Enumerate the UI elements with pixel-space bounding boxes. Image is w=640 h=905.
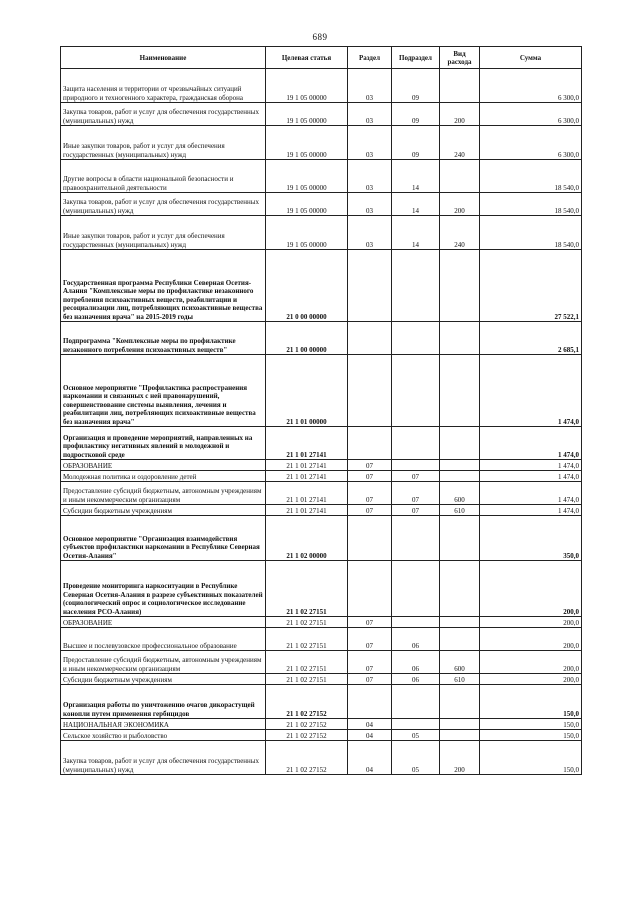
cell-subsection xyxy=(392,516,440,561)
cell-amount: 1 474,0 xyxy=(480,460,582,471)
cell-name: ОБРАЗОВАНИЕ xyxy=(61,617,266,628)
cell-amount: 18 540,0 xyxy=(480,216,582,250)
header-target: Целевая статья xyxy=(266,47,348,69)
cell-target: 21 1 02 27152 xyxy=(266,730,348,741)
cell-subsection: 07 xyxy=(392,505,440,516)
header-section: Раздел xyxy=(348,47,392,69)
cell-amount: 200,0 xyxy=(480,674,582,685)
cell-section xyxy=(348,427,392,460)
cell-section: 07 xyxy=(348,460,392,471)
table-row xyxy=(61,505,582,516)
cell-name: Предоставление субсидий бюджетным, автономным учреждениям и иным некоммерческим организациям xyxy=(61,651,266,674)
table-row xyxy=(61,561,582,617)
budget-table xyxy=(60,46,582,775)
table-row xyxy=(61,460,582,471)
cell-target: 21 1 01 00000 xyxy=(266,355,348,427)
cell-expense-type xyxy=(440,628,480,651)
cell-amount: 27 522,1 xyxy=(480,250,582,322)
cell-subsection: 07 xyxy=(392,482,440,505)
table-row xyxy=(61,516,582,561)
cell-expense-type: 240 xyxy=(440,126,480,160)
cell-expense-type: 610 xyxy=(440,674,480,685)
cell-name: Высшее и послевузовское профессиональное образование xyxy=(61,628,266,651)
cell-expense-type xyxy=(440,250,480,322)
cell-name: Организация и проведение мероприятий, направленных на профилактику негативных явлений в молодежной и подростковой среде xyxy=(61,427,266,460)
cell-subsection: 09 xyxy=(392,69,440,103)
cell-amount: 1 474,0 xyxy=(480,482,582,505)
cell-target: 19 1 05 00000 xyxy=(266,126,348,160)
table-row xyxy=(61,126,582,160)
cell-name: Закупка товаров, работ и услуг для обеспечения государственных (муниципальных) нужд xyxy=(61,741,266,775)
page-number: 689 xyxy=(312,32,328,42)
cell-target: 19 1 05 00000 xyxy=(266,160,348,193)
cell-section: 07 xyxy=(348,651,392,674)
cell-amount: 6 300,0 xyxy=(480,103,582,126)
cell-section: 07 xyxy=(348,617,392,628)
cell-amount: 150,0 xyxy=(480,685,582,719)
cell-amount: 1 474,0 xyxy=(480,355,582,427)
cell-target: 21 1 01 27141 xyxy=(266,471,348,482)
cell-section xyxy=(348,561,392,617)
cell-expense-type xyxy=(440,427,480,460)
cell-section: 04 xyxy=(348,730,392,741)
cell-subsection xyxy=(392,427,440,460)
cell-section xyxy=(348,322,392,355)
cell-subsection xyxy=(392,250,440,322)
cell-amount: 200,0 xyxy=(480,561,582,617)
table-row xyxy=(61,685,582,719)
table-header-row xyxy=(61,47,582,69)
cell-subsection: 05 xyxy=(392,730,440,741)
cell-amount: 1 474,0 xyxy=(480,427,582,460)
cell-name: Молодежная политика и оздоровление детей xyxy=(61,471,266,482)
cell-amount: 150,0 xyxy=(480,719,582,730)
cell-target: 21 1 02 27151 xyxy=(266,628,348,651)
cell-expense-type xyxy=(440,160,480,193)
cell-target: 21 1 02 27152 xyxy=(266,685,348,719)
cell-target: 21 1 01 27141 xyxy=(266,482,348,505)
cell-subsection: 14 xyxy=(392,160,440,193)
cell-name: Закупка товаров, работ и услуг для обеспечения государственных (муниципальных) нужд xyxy=(61,193,266,216)
cell-name: Предоставление субсидий бюджетным, автономным учреждениям и иным некоммерческим организациям xyxy=(61,482,266,505)
cell-section: 03 xyxy=(348,193,392,216)
cell-name: Субсидии бюджетным учреждениям xyxy=(61,505,266,516)
cell-expense-type xyxy=(440,69,480,103)
header-subsection: Подраздел xyxy=(392,47,440,69)
cell-section xyxy=(348,685,392,719)
cell-section: 07 xyxy=(348,482,392,505)
table-row xyxy=(61,482,582,505)
table-row xyxy=(61,427,582,460)
cell-amount: 6 300,0 xyxy=(480,69,582,103)
cell-amount: 18 540,0 xyxy=(480,193,582,216)
cell-amount: 350,0 xyxy=(480,516,582,561)
cell-subsection xyxy=(392,561,440,617)
cell-name: Основное мероприятие "Организация взаимодействия субъектов профилактики наркомании в Республике Северная Осетия-Алания" xyxy=(61,516,266,561)
table-row xyxy=(61,471,582,482)
cell-name: Сельское хозяйство и рыболовство xyxy=(61,730,266,741)
cell-section xyxy=(348,516,392,561)
cell-expense-type xyxy=(440,730,480,741)
cell-target: 21 0 00 00000 xyxy=(266,250,348,322)
cell-target: 21 1 02 27151 xyxy=(266,617,348,628)
table-row xyxy=(61,160,582,193)
cell-subsection xyxy=(392,617,440,628)
cell-expense-type: 200 xyxy=(440,741,480,775)
cell-subsection: 14 xyxy=(392,216,440,250)
cell-amount: 200,0 xyxy=(480,651,582,674)
cell-target: 19 1 05 00000 xyxy=(266,216,348,250)
cell-expense-type: 200 xyxy=(440,193,480,216)
cell-section: 03 xyxy=(348,216,392,250)
cell-name: Защита населения и территории от чрезвычайных ситуаций природного и техногенного характера, гражданская оборона xyxy=(61,69,266,103)
cell-amount: 150,0 xyxy=(480,741,582,775)
cell-target: 19 1 05 00000 xyxy=(266,193,348,216)
table-row xyxy=(61,193,582,216)
table-row xyxy=(61,355,582,427)
cell-amount: 1 474,0 xyxy=(480,471,582,482)
cell-subsection: 06 xyxy=(392,628,440,651)
cell-expense-type xyxy=(440,685,480,719)
cell-target: 19 1 05 00000 xyxy=(266,69,348,103)
cell-amount: 200,0 xyxy=(480,617,582,628)
table-row xyxy=(61,617,582,628)
cell-expense-type xyxy=(440,719,480,730)
cell-subsection xyxy=(392,719,440,730)
table-row xyxy=(61,628,582,651)
cell-name: НАЦИОНАЛЬНАЯ ЭКОНОМИКА xyxy=(61,719,266,730)
table-row xyxy=(61,651,582,674)
cell-subsection: 07 xyxy=(392,471,440,482)
cell-expense-type: 600 xyxy=(440,482,480,505)
cell-name: Государственная программа Республики Северная Осетия-Алания "Комплексные меры по профилактике незаконного потребления психоактивных веществ, реабилитации и ресоциализации лиц, потребляющих психоактивные вещества без назначения врача" на 2015-2019 годы xyxy=(61,250,266,322)
cell-name: Организация работы по уничтожению очагов дикорастущей конопли путем применения гербицидов xyxy=(61,685,266,719)
cell-amount: 18 540,0 xyxy=(480,160,582,193)
cell-subsection xyxy=(392,685,440,719)
cell-amount: 2 685,1 xyxy=(480,322,582,355)
table-row xyxy=(61,322,582,355)
cell-expense-type xyxy=(440,471,480,482)
cell-name: Основное мероприятие "Профилактика распространения наркомании и связанных с ней правонарушений, совершенствование системы выявления, лечения и реабилитации лиц, потребляющих психоактивные вещества без назначения врача" xyxy=(61,355,266,427)
cell-name: Другие вопросы в области национальной безопасности и правоохранительной деятельности xyxy=(61,160,266,193)
cell-subsection xyxy=(392,460,440,471)
table-row xyxy=(61,103,582,126)
cell-section: 04 xyxy=(348,719,392,730)
cell-expense-type: 240 xyxy=(440,216,480,250)
cell-name: Закупка товаров, работ и услуг для обеспечения государственных (муниципальных) нужд xyxy=(61,103,266,126)
table-row xyxy=(61,730,582,741)
table-row xyxy=(61,69,582,103)
table-row xyxy=(61,250,582,322)
table-row xyxy=(61,216,582,250)
cell-name: Подпрограмма "Комплексные меры по профилактике незаконного потребления психоактивных веществ" xyxy=(61,322,266,355)
cell-section: 03 xyxy=(348,69,392,103)
cell-section: 07 xyxy=(348,471,392,482)
cell-section: 07 xyxy=(348,674,392,685)
cell-subsection: 09 xyxy=(392,126,440,160)
cell-subsection xyxy=(392,355,440,427)
header-amount: Сумма xyxy=(480,47,582,69)
cell-target: 21 1 02 27151 xyxy=(266,651,348,674)
cell-section xyxy=(348,355,392,427)
cell-amount: 150,0 xyxy=(480,730,582,741)
cell-subsection: 09 xyxy=(392,103,440,126)
cell-target: 21 1 02 27151 xyxy=(266,561,348,617)
cell-expense-type: 600 xyxy=(440,651,480,674)
cell-target: 21 1 01 27141 xyxy=(266,460,348,471)
cell-section: 03 xyxy=(348,160,392,193)
cell-target: 21 1 02 27152 xyxy=(266,719,348,730)
cell-amount: 6 300,0 xyxy=(480,126,582,160)
cell-expense-type xyxy=(440,322,480,355)
cell-name: Проведение мониторинга наркоситуации в Республике Северная Осетия-Алания в разрезе субъективных показателей (социологический опрос и социологическое исследование населения РСО-Алания) xyxy=(61,561,266,617)
cell-subsection xyxy=(392,322,440,355)
cell-section: 04 xyxy=(348,741,392,775)
cell-subsection: 06 xyxy=(392,651,440,674)
cell-expense-type xyxy=(440,617,480,628)
cell-name: Субсидии бюджетным учреждениям xyxy=(61,674,266,685)
cell-target: 21 1 01 27141 xyxy=(266,505,348,516)
cell-expense-type xyxy=(440,460,480,471)
cell-target: 21 1 02 27151 xyxy=(266,674,348,685)
cell-section: 07 xyxy=(348,505,392,516)
table-row xyxy=(61,741,582,775)
cell-section: 03 xyxy=(348,126,392,160)
cell-target: 21 1 01 27141 xyxy=(266,427,348,460)
table-body xyxy=(61,69,582,775)
cell-target: 21 1 02 00000 xyxy=(266,516,348,561)
cell-name: Иные закупки товаров, работ и услуг для обеспечения государственных (муниципальных) нужд xyxy=(61,216,266,250)
cell-section: 03 xyxy=(348,103,392,126)
cell-expense-type: 610 xyxy=(440,505,480,516)
cell-target: 21 1 00 00000 xyxy=(266,322,348,355)
cell-subsection: 06 xyxy=(392,674,440,685)
cell-subsection: 05 xyxy=(392,741,440,775)
cell-subsection: 14 xyxy=(392,193,440,216)
cell-section xyxy=(348,250,392,322)
cell-amount: 200,0 xyxy=(480,628,582,651)
cell-target: 19 1 05 00000 xyxy=(266,103,348,126)
cell-section: 07 xyxy=(348,628,392,651)
cell-target: 21 1 02 27152 xyxy=(266,741,348,775)
cell-expense-type xyxy=(440,355,480,427)
table-row xyxy=(61,719,582,730)
table-row xyxy=(61,674,582,685)
header-expense-type: Вид расхода xyxy=(440,47,480,69)
cell-expense-type xyxy=(440,561,480,617)
cell-name: Иные закупки товаров, работ и услуг для обеспечения государственных (муниципальных) нужд xyxy=(61,126,266,160)
cell-expense-type: 200 xyxy=(440,103,480,126)
cell-amount: 1 474,0 xyxy=(480,505,582,516)
cell-expense-type xyxy=(440,516,480,561)
header-name: Наименование xyxy=(61,47,266,69)
cell-name: ОБРАЗОВАНИЕ xyxy=(61,460,266,471)
